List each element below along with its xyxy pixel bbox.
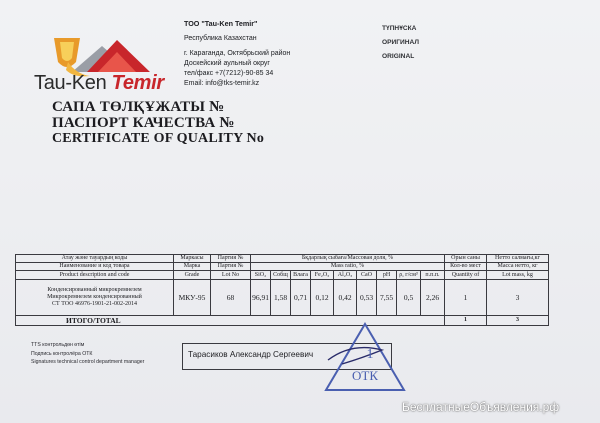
param-value: 0,5 — [397, 280, 421, 316]
product-cell — [16, 280, 174, 316]
product-standard: СТ ТОО 46976-1901-21-002-2014 — [52, 301, 137, 307]
param-header: SiO₂ — [251, 271, 271, 280]
param-header: ρ, г/см³ — [397, 271, 421, 280]
param-value: 1,58 — [271, 280, 291, 316]
total-net-mass: 3 — [487, 316, 549, 326]
header-grade-en: Grade — [174, 271, 211, 280]
header-grade-kz: Маркасы — [174, 255, 211, 263]
original-label-ru: ОРИГИНАЛ — [382, 39, 419, 46]
signature-label-kz: TTS контрольдөн өтім — [31, 342, 85, 348]
net-mass-value: 3 — [487, 280, 549, 316]
title-en: CERTIFICATE OF QUALITY No — [52, 131, 265, 146]
site-watermark: БесплатныеОбъявления.рф — [402, 400, 560, 414]
header-quantity-en: Quantity of — [445, 271, 487, 280]
company-details — [184, 19, 290, 89]
param-header: Влага — [291, 271, 311, 280]
company-city: г. Караганда, Октябрьский район — [184, 50, 291, 57]
product-name-1: Конденсированный микрокремнезем — [47, 287, 142, 293]
header-quantity-ru: Кол-во мест — [445, 263, 487, 271]
quality-table — [15, 254, 549, 326]
param-value: 0,71 — [291, 280, 311, 316]
company-email: Email: info@tks-temir.kz — [184, 80, 260, 87]
title-ru: ПАСПОРТ КАЧЕСТВА № — [52, 115, 235, 131]
signature-scribble — [328, 348, 382, 364]
document-titles — [52, 99, 264, 147]
grade-value: МКУ-95 — [174, 280, 211, 316]
quantity-value: 1 — [445, 280, 487, 316]
header-net-mass-kz: Нетто салмағы,кг — [487, 255, 549, 263]
param-value: 2,26 — [421, 280, 445, 316]
otk-stamp-number: 1 — [366, 347, 374, 362]
param-header: pH — [377, 271, 397, 280]
product-name-2: Микрокремнезем конденсированный — [47, 294, 142, 300]
original-label-kz: ТҮПНҰСКА — [382, 25, 417, 32]
title-kz: САПА ТӨЛҚҰЖАТЫ № — [52, 99, 225, 115]
company-district: Доскейский аульный округ — [184, 60, 270, 67]
company-name: ТОО "Tau-Ken Temir" — [184, 19, 258, 28]
param-value: 96,91 — [251, 280, 271, 316]
header-lot-ru: Партия № — [211, 263, 251, 271]
param-value: 0,12 — [311, 280, 334, 316]
signature-labels — [31, 341, 144, 367]
logo-text-temir: Temir — [111, 72, 164, 94]
header-mass-ratio-en: Mass ratio, % — [251, 263, 445, 271]
logo-wordmark — [34, 72, 164, 95]
param-header: Fe₂O₃ — [311, 271, 334, 280]
header-grade-ru: Марка — [174, 263, 211, 271]
param-value: 7,55 — [377, 280, 397, 316]
param-header: CaO — [357, 271, 377, 280]
signature-label-en: Signatures technical control department manager — [31, 359, 145, 366]
header-net-mass-en: Lot mass, kg — [487, 271, 549, 280]
param-header: Собщ — [271, 271, 291, 280]
header-lot-kz: Партия № — [211, 255, 251, 263]
param-header: п.п.п. — [421, 271, 445, 280]
company-country: Республика Казахстан — [184, 35, 257, 42]
company-phone: тел/факс +7(7212)-90-85 34 — [184, 70, 274, 77]
total-label: ИТОГО/TOTAL — [16, 316, 445, 326]
original-labels — [382, 22, 419, 64]
lot-value: 68 — [211, 280, 251, 316]
header-quantity-kz: Орын саны — [445, 255, 487, 263]
signature-label-ru: Подпись контролёра ОТК — [31, 350, 93, 357]
header-product-ru: Наименование и код товара — [16, 263, 174, 271]
otk-stamp-text: ОТК — [352, 368, 378, 383]
param-header: Al₂O₃ — [334, 271, 357, 280]
total-quantity: 1 — [445, 316, 487, 326]
logo-text-tau: Tau-Ken — [34, 72, 107, 94]
header-product-kz: Атау және тауардың коды — [16, 255, 174, 263]
header-product-en: Product description and code — [16, 271, 174, 280]
original-label-en: ORIGINAL — [382, 53, 415, 60]
otk-stamp — [322, 320, 408, 394]
header-mass-ratio-kz: Бқдарлық сыбаға/Массовая доля, % — [251, 255, 445, 263]
header-lot-en: Lot No — [211, 271, 251, 280]
param-value: 0,42 — [334, 280, 357, 316]
param-value: 0,53 — [357, 280, 377, 316]
header-net-mass-ru: Масса нетто, кг — [487, 263, 549, 271]
signer-name: Тарасиков Александр Сергеевич — [188, 350, 314, 359]
